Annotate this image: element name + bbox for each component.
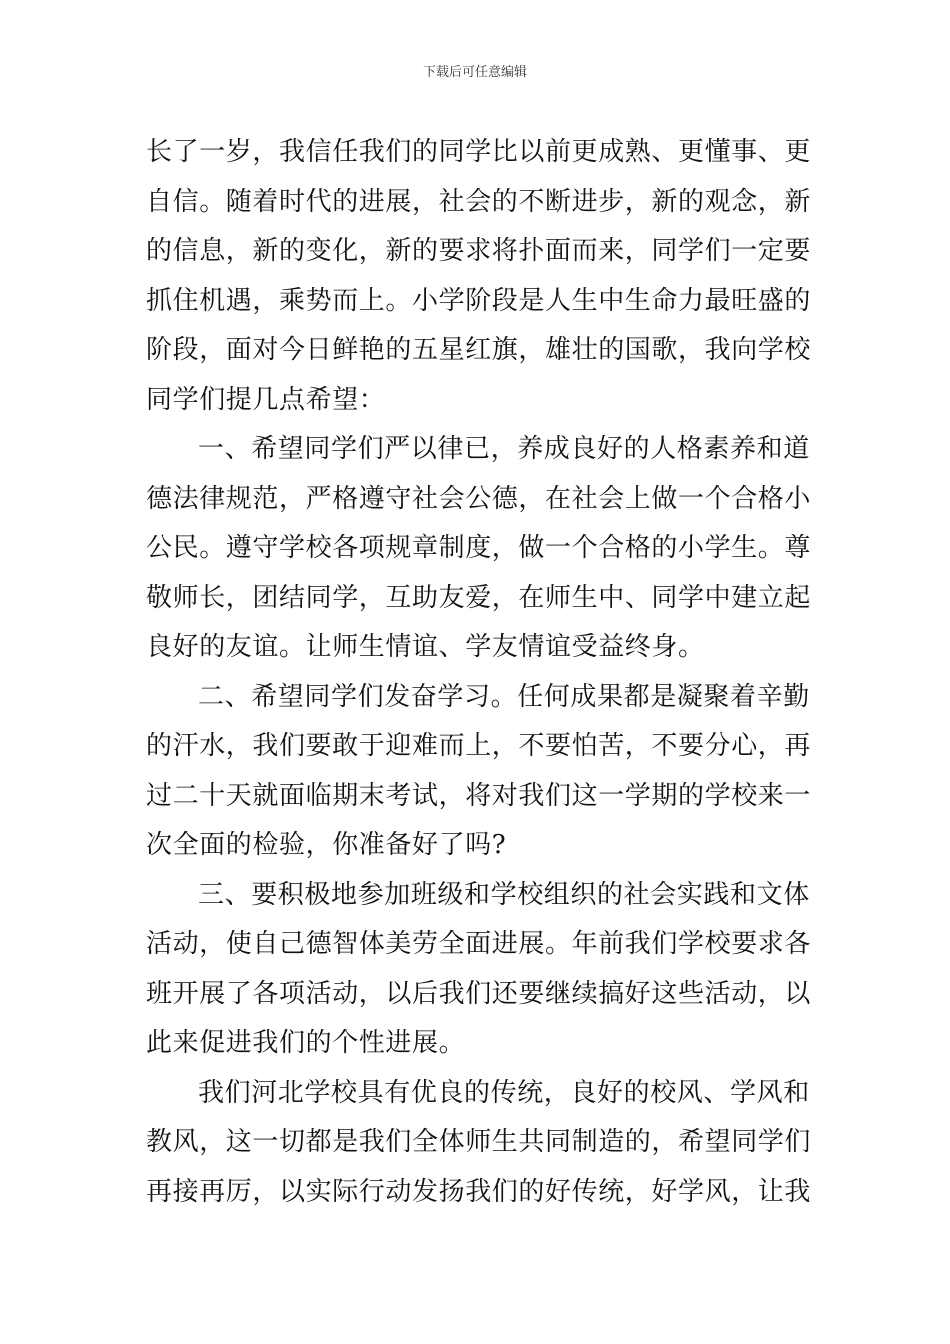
text-line: 的汗水，我们要敢于迎难而上，不要怕苦，不要分心，再 — [146, 731, 811, 761]
text-line: 同学们提几点希望： — [146, 384, 386, 415]
text-line: 此来促进我们的个性进展。 — [146, 1028, 466, 1058]
text-line: 次全面的检验，你准备好了吗? — [146, 830, 507, 860]
paragraph-first-line: 我们河北学校具有优良的传统，良好的校风、学风和 — [198, 1077, 810, 1108]
text-line: 敬师长，团结同学，互助友爱，在师生中、同学中建立起 — [146, 582, 811, 613]
text-line: 班开展了各项活动，以后我们还要继续搞好这些活动，以 — [146, 978, 811, 1009]
text-line: 公民。遵守学校各项规章制度，做一个合格的小学生。尊 — [146, 533, 811, 563]
text-line: 德法律规范，严格遵守社会公德，在社会上做一个合格小 — [146, 483, 811, 514]
page-header: 下载后可任意编辑 — [422, 65, 527, 80]
text-line: 长了一岁，我信任我们的同学比以前更成熟、更懂事、更 — [146, 137, 811, 167]
text-line: 自信。随着时代的进展，社会的不断进步，新的观念，新 — [146, 186, 811, 217]
paragraph-first-line: 三、要积极地参加班级和学校组织的社会实践和文体 — [198, 879, 810, 910]
text-line: 抓住机遇，乘势而上。小学阶段是人生中生命力最旺盛的 — [146, 285, 811, 316]
text-line: 教风，这一切都是我们全体师生共同制造的，希望同学们 — [146, 1127, 811, 1157]
text-line: 良好的友谊。让师生情谊、学友情谊受益终身。 — [146, 632, 705, 662]
text-line: 再接再厉，以实际行动发扬我们的好传统，好学风，让我 — [146, 1176, 811, 1207]
text-line: 活动，使自己德智体美劳全面进展。年前我们学校要求各 — [146, 929, 811, 959]
paragraph-first-line: 二、希望同学们发奋学习。任何成果都是凝聚着辛勤 — [198, 681, 810, 712]
text-line: 阶段，面对今日鲜艳的五星红旗，雄壮的国歌，我向学校 — [146, 335, 811, 365]
document-body — [146, 128, 811, 1217]
text-line: 过二十天就面临期末考试，将对我们这一学期的学校来一 — [146, 780, 811, 811]
paragraph-first-line: 一、希望同学们严以律已，养成良好的人格素养和道 — [198, 434, 810, 464]
text-line: 的信息，新的变化，新的要求将扑面而来，同学们一定要 — [146, 236, 811, 266]
